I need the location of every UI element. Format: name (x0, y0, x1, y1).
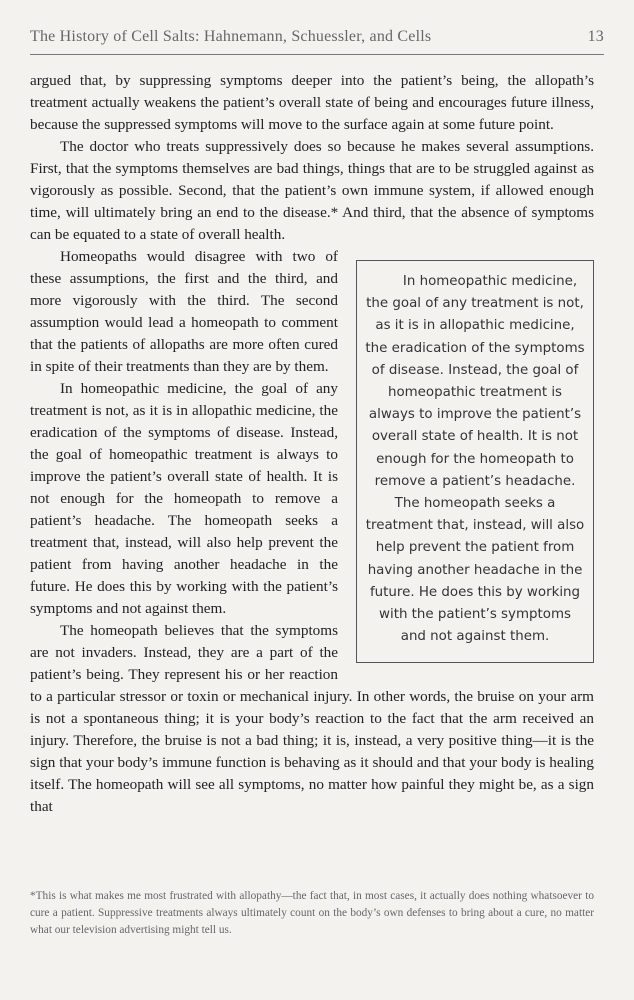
page-number: 13 (587, 28, 604, 45)
header-rule (30, 54, 604, 55)
footnote-text: *This is what makes me most frustrated with allopathy—the fact that, in most cases, it actually does nothing whatsoever to cure a patient. Suppressive treatments always ultimately count on the body’s own defenses to bring about a cure, no matter what our television advertising might tell us. (30, 890, 594, 936)
footnote (30, 888, 594, 939)
running-head (30, 28, 604, 52)
body-text (30, 70, 594, 818)
chapter-title: The History of Cell Salts: Hahnemann, Schuessler, and Cells (30, 28, 432, 45)
pull-quote-box: In homeopathic medicine, the goal of any treatment is not, as it is in allopathic medicine, the eradication of the symptoms of disease. Instead, the goal of homeopathic treatment is always to improve the patient’s overall state of health. It is not enough for the homeopath to remove a patient’s headache. The homeopath seeks a treatment that, instead, will also help prevent the patient from having another headache in the future. He does this by working with the patient’s symptoms and not against them. (356, 260, 594, 663)
paragraph-5: The homeopath believes that the symptoms are not invaders. Instead, they are a part of the patient’s being. They represent his or her reaction to a particular stressor or toxin or mechanical injury. In other words, the bruise on your arm is not a spontaneous thing; it is your body’s reaction to the fact that the arm received an injury. Therefore, the bruise is not a bad thing; it is, instead, a very positive thing—it is the sign that your body’s immune function is behaving as it should and that your body is healing itself. The homeopath will see all symptoms, no matter how painful they might be, as a sign that (30, 622, 594, 815)
paragraph-4: In homeopathic medicine, the goal of any treatment is not, as it is in allopathic medicine, the eradication of the symptoms of disease. Instead, the goal of homeopathic treatment is always to improve the patient’s overall state of health. It is not enough for the homeopath to remove a patient’s headache. The homeopath seeks a treatment that, instead, will also help prevent the patient from having another headache in the future. He does this by working with the patient’s symptoms and not against them. (30, 380, 338, 617)
paragraph-3 (30, 246, 594, 645)
paragraph-1: argued that, by suppressing symptoms deeper into the patient’s being, the allopath’s treatment actually weakens the patient’s overall state of being and encourages future illness, because the suppressed symptoms will move to the surface again at some future point. (30, 72, 594, 133)
paragraph-3-text: Homeopaths would disagree with two of these assumptions, the first and the third, and more vigorously with the third. The second assumption would lead a homeopath to comment that the patients of allopaths are more often cured in spite of their treatments than they are by them. (30, 248, 338, 375)
paragraph-2: The doctor who treats suppressively does so because he makes several assumptions. First, that the symptoms themselves are bad things, things that are to be struggled against as vigorously as possible. Second, that the patient’s own immune system, if allowed enough time, will ultimately bring an end to the disease.* And third, that the absence of symptoms can be equated to a state of overall health. (30, 138, 594, 243)
